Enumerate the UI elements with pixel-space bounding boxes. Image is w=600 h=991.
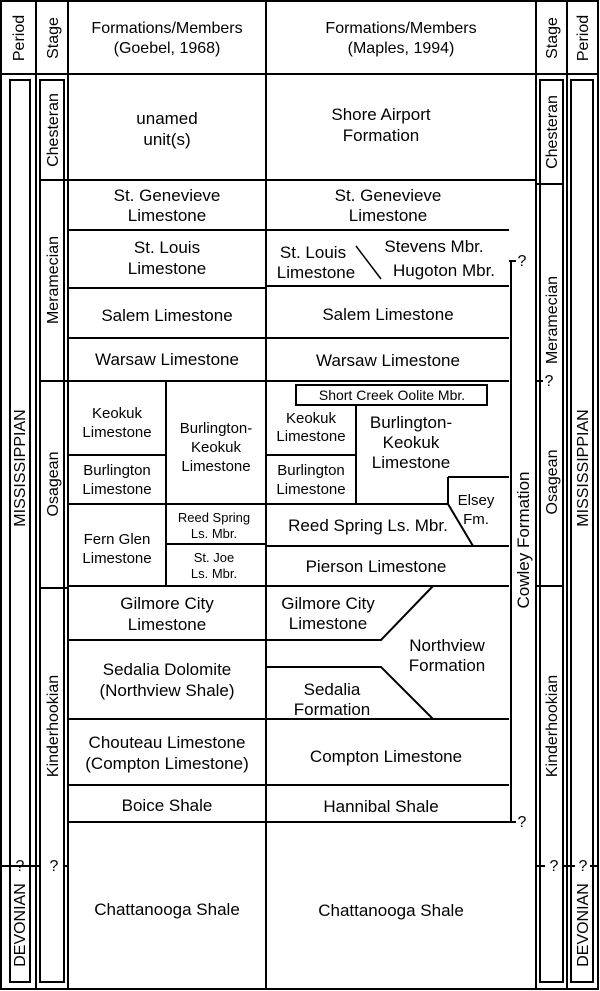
unit-maples-reed-spring: Reed Spring Ls. Mbr. <box>288 516 448 535</box>
unit-maples-stevens: Stevens Mbr. <box>384 237 484 256</box>
period-devonian-left: DEVONIAN <box>12 883 29 967</box>
unit-goebel-burlington: Burlington <box>83 462 151 479</box>
stage-osagean-left: Osagean <box>45 451 62 517</box>
unit-goebel-burlington-keokuk: Burlington- <box>179 420 253 437</box>
unit-maples-elsey: Fm. <box>463 511 489 528</box>
header-stage-right: Stage <box>544 17 561 59</box>
unit-maples-st-genevieve: St. Genevieve <box>334 186 442 205</box>
unit-goebel-warsaw: Warsaw Limestone <box>95 350 239 369</box>
unit-maples-burlington-keokuk: Burlington- <box>369 413 453 432</box>
question-mark: ? <box>49 858 59 875</box>
unit-goebel-burlington-keokuk: Limestone <box>181 458 251 475</box>
header-goebel-title: Formations/Members <box>91 20 243 37</box>
unit-maples-burlington: Limestone <box>276 481 346 498</box>
maples-units <box>276 105 533 920</box>
unit-maples-sedalia: Sedalia <box>303 680 361 699</box>
unit-maples-shore-airport: Formation <box>342 126 420 145</box>
unit-maples-keokuk: Limestone <box>276 428 346 445</box>
unit-goebel-chattanooga: Chattanooga Shale <box>94 900 240 919</box>
unit-goebel-unamed: unit(s) <box>143 130 191 149</box>
right-period-stage-lines <box>536 80 593 982</box>
unit-maples-hannibal: Hannibal Shale <box>323 797 439 816</box>
unit-maples-gilmore-city: Limestone <box>288 614 368 633</box>
period-mississippian-right: MISSISSIPPIAN <box>575 409 592 527</box>
unit-maples-sedalia: Formation <box>293 700 371 719</box>
unit-goebel-sedalia: Sedalia Dolomite <box>102 660 232 679</box>
header-goebel-cite: (Goebel, 1968) <box>113 40 221 57</box>
unit-goebel-fern-glen: Limestone <box>82 550 152 567</box>
unit-goebel-unamed: unamed <box>136 109 198 128</box>
header-stage-left: Stage <box>45 17 62 59</box>
unit-maples-gilmore-city: Gilmore City <box>281 594 375 613</box>
headers <box>11 15 592 61</box>
unit-maples-burlington-keokuk: Keokuk <box>382 433 440 452</box>
unit-goebel-reed-spring: Ls. Mbr. <box>190 526 238 541</box>
unit-goebel-sedalia: (Northview Shale) <box>99 681 235 700</box>
unit-goebel-reed-spring: Reed Spring <box>177 510 251 525</box>
unit-goebel-st-genevieve: Limestone <box>127 206 207 225</box>
question-mark: ? <box>544 373 554 390</box>
unit-goebel-st-genevieve: St. Genevieve <box>113 186 221 205</box>
stage-kinderhookian-left: Kinderhookian <box>45 674 62 778</box>
period-devonian-right: DEVONIAN <box>575 883 592 967</box>
unit-goebel-st-joe: Ls. Mbr. <box>190 566 238 581</box>
question-mark: ? <box>15 858 25 875</box>
unit-maples-st-genevieve: Limestone <box>348 206 428 225</box>
header-maples-title: Formations/Members <box>325 20 477 37</box>
unit-goebel-keokuk: Limestone <box>82 424 152 441</box>
period-mississippian-left: MISSISSIPPIAN <box>12 409 29 527</box>
unit-goebel-chouteau: (Compton Limestone) <box>85 754 249 773</box>
unit-goebel-salem: Salem Limestone <box>101 306 233 325</box>
unit-maples-short-creek: Short Creek Oolite Mbr. <box>318 387 466 403</box>
stage-kinderhookian-right: Kinderhookian <box>544 674 561 778</box>
question-mark: ? <box>578 858 588 875</box>
unit-goebel-burlington-keokuk: Keokuk <box>190 439 242 456</box>
unit-maples-burlington-keokuk: Limestone <box>371 453 451 472</box>
unit-maples-northview: Northview <box>409 636 485 655</box>
stage-meramecian-left: Meramecian <box>45 235 62 325</box>
unit-maples-hugoton: Hugoton Mbr. <box>392 261 496 280</box>
unit-goebel-st-louis: Limestone <box>127 259 207 278</box>
unit-maples-burlington: Burlington <box>277 462 345 479</box>
unit-maples-compton: Compton Limestone <box>309 747 463 766</box>
unit-maples-salem: Salem Limestone <box>322 305 454 324</box>
stage-chesteran-left: Chesteran <box>45 93 62 167</box>
unit-maples-northview: Formation <box>408 656 486 675</box>
question-mark: ? <box>517 253 527 270</box>
unit-maples-st-louis: St. Louis <box>279 243 347 262</box>
unit-goebel-boice: Boice Shale <box>121 796 213 815</box>
unit-maples-chattanooga: Chattanooga Shale <box>318 901 464 920</box>
stage-meramecian-right: Meramecian <box>544 275 561 365</box>
unit-maples-shore-airport: Shore Airport <box>331 105 431 124</box>
unit-goebel-burlington: Limestone <box>82 481 152 498</box>
stage-osagean-right: Osagean <box>544 449 561 515</box>
unit-goebel-gilmore-city: Gilmore City <box>120 594 214 613</box>
unit-goebel-st-louis: St. Louis <box>133 238 201 257</box>
header-period-left: Period <box>11 14 28 62</box>
unit-maples-warsaw: Warsaw Limestone <box>316 351 460 370</box>
question-mark: ? <box>549 858 559 875</box>
unit-goebel-fern-glen: Fern Glen <box>83 531 151 548</box>
header-period-right: Period <box>575 14 592 62</box>
unit-maples-pierson: Pierson Limestone <box>305 557 447 576</box>
unit-maples-keokuk: Keokuk <box>285 410 337 427</box>
unit-goebel-gilmore-city: Limestone <box>127 615 207 634</box>
unit-goebel-keokuk: Keokuk <box>91 405 143 422</box>
unit-goebel-chouteau: Chouteau Limestone <box>88 733 246 752</box>
question-mark: ? <box>517 814 527 831</box>
stage-chesteran-right: Chesteran <box>544 95 561 169</box>
header-maples-cite: (Maples, 1994) <box>347 40 455 57</box>
left-period-stage-lines <box>10 80 68 982</box>
unit-maples-st-louis: Limestone <box>276 263 356 282</box>
unit-maples-elsey: Elsey <box>457 492 495 509</box>
unit-maples-cowley: Cowley Formation <box>514 471 533 609</box>
unit-goebel-st-joe: St. Joe <box>193 550 235 565</box>
